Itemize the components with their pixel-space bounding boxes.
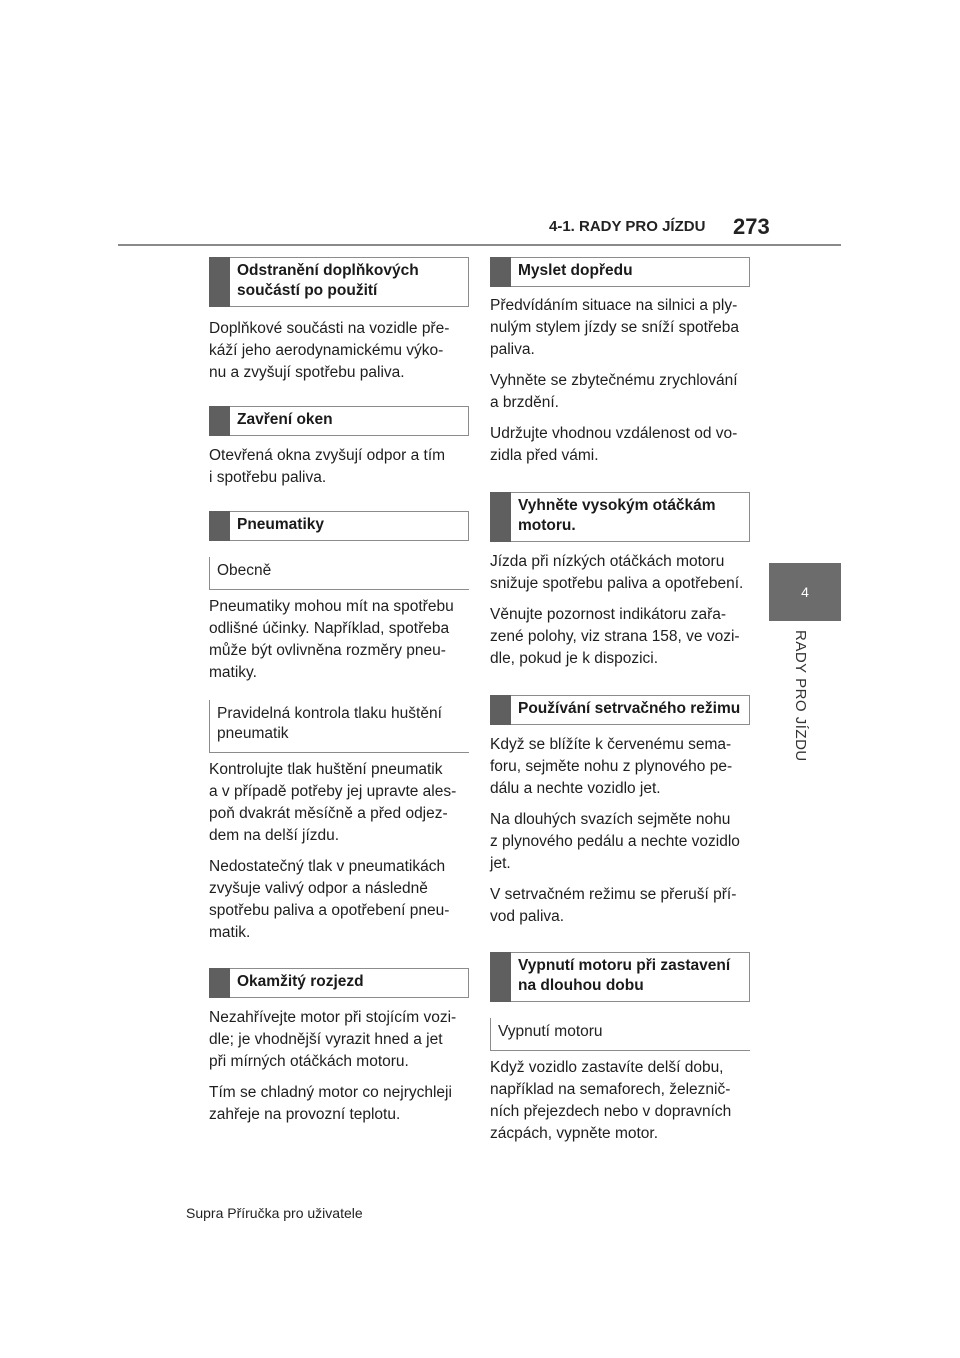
paragraph: Předvídáním situace na silnici a ply- nulým stylem jízdy se sníží spotřeba paliva. [490,297,739,358]
paragraph: Otevřená okna zvyšují odpor a tím i spotřebu paliva. [209,447,446,486]
heading-accessory-removal: Odstranění doplňkových součástí po použití [209,257,469,307]
paragraph: Když vozidlo zastavíte delší dobu, například na semaforech, železnič- ních přejezdech nebo v dopravních zácpách, vypněte motor. [490,1059,732,1142]
heading-immediate-start: Okamžitý rozjezd [209,968,469,998]
subheading-tyre-pressure: Pravidelná kontrola tlaku huštění pneumatik [209,700,469,753]
paragraph: Nezahřívejte motor při stojícím vozi- dle; je vhodnější vyrazit hned a jet při mírných otáčkách motoru. [209,1009,457,1070]
heading-avoid-high-rpm: Vyhněte vysokým otáčkám motoru. [490,492,750,542]
header-divider [118,244,841,246]
paragraph: V setrvačném režimu se přeruší pří- vod paliva. [490,886,737,925]
paragraph: Udržujte vhodnou vzdálenost od vo- zidla před vámi. [490,425,738,464]
heading-think-ahead: Myslet dopředu [490,257,750,287]
paragraph: Na dlouhých svazích sejměte nohu z plynového pedálu a nechte vozidlo jet. [490,811,740,872]
heading-tyres: Pneumatiky [209,511,469,541]
paragraph: Vyhněte se zbytečnému zrychlování a brzdění. [490,372,738,411]
paragraph: Tím se chladný motor co nejrychleji zahřeje na provozní teplotu. [209,1084,452,1123]
paragraph: Jízda při nízkých otáčkách motoru snižuje spotřebu paliva a opotřebení. [490,553,744,592]
chapter-tab-number: 4 [801,584,809,600]
page-number: 273 [733,214,770,239]
right-column [490,257,750,1145]
heading-engine-off: Vypnutí motoru při zastavení na dlouhou dobu [490,952,750,1002]
left-column [209,257,469,1126]
subheading-engine-off: Vypnutí motoru [490,1018,750,1051]
paragraph: Kontrolujte tlak huštění pneumatik a v případě potřeby jej upravte ales- poň dvakrát měsíčně a před odjez- dem na delší jízdu. [209,761,457,844]
section-title: 4-1. RADY PRO JÍZDU [549,218,706,235]
heading-close-windows: Zavření oken [209,406,469,436]
subheading-general: Obecně [209,557,469,590]
chapter-tab [769,563,841,621]
paragraph: Nedostatečný tlak v pneumatikách zvyšuje valivý odpor a následně spotřebu paliva a opotřebení pneu- matik. [209,858,450,941]
paragraph: Když se blížíte k červenému sema- foru, sejměte nohu z plynového pe- dálu a nechte vozidlo jet. [490,736,733,797]
paragraph: Věnujte pozornost indikátoru zařa- zené polohy, viz strana 158, ve vozi- dle, pokud je k dispozici. [490,606,740,667]
heading-coasting-mode: Používání setrvačného režimu [490,695,750,725]
footer-text: Supra Příručka pro uživatele [186,1205,363,1221]
paragraph: Pneumatiky mohou mít na spotřebu odlišné účinky. Například, spotřeba může být ovlivněna rozměry pneu- matiky. [209,598,454,681]
paragraph: Doplňkové součásti na vozidle pře- káží jeho aerodynamickému výko- nu a zvyšují spotřebu paliva. [209,320,450,381]
chapter-side-label: RADY PRO JÍZDU [792,630,809,762]
